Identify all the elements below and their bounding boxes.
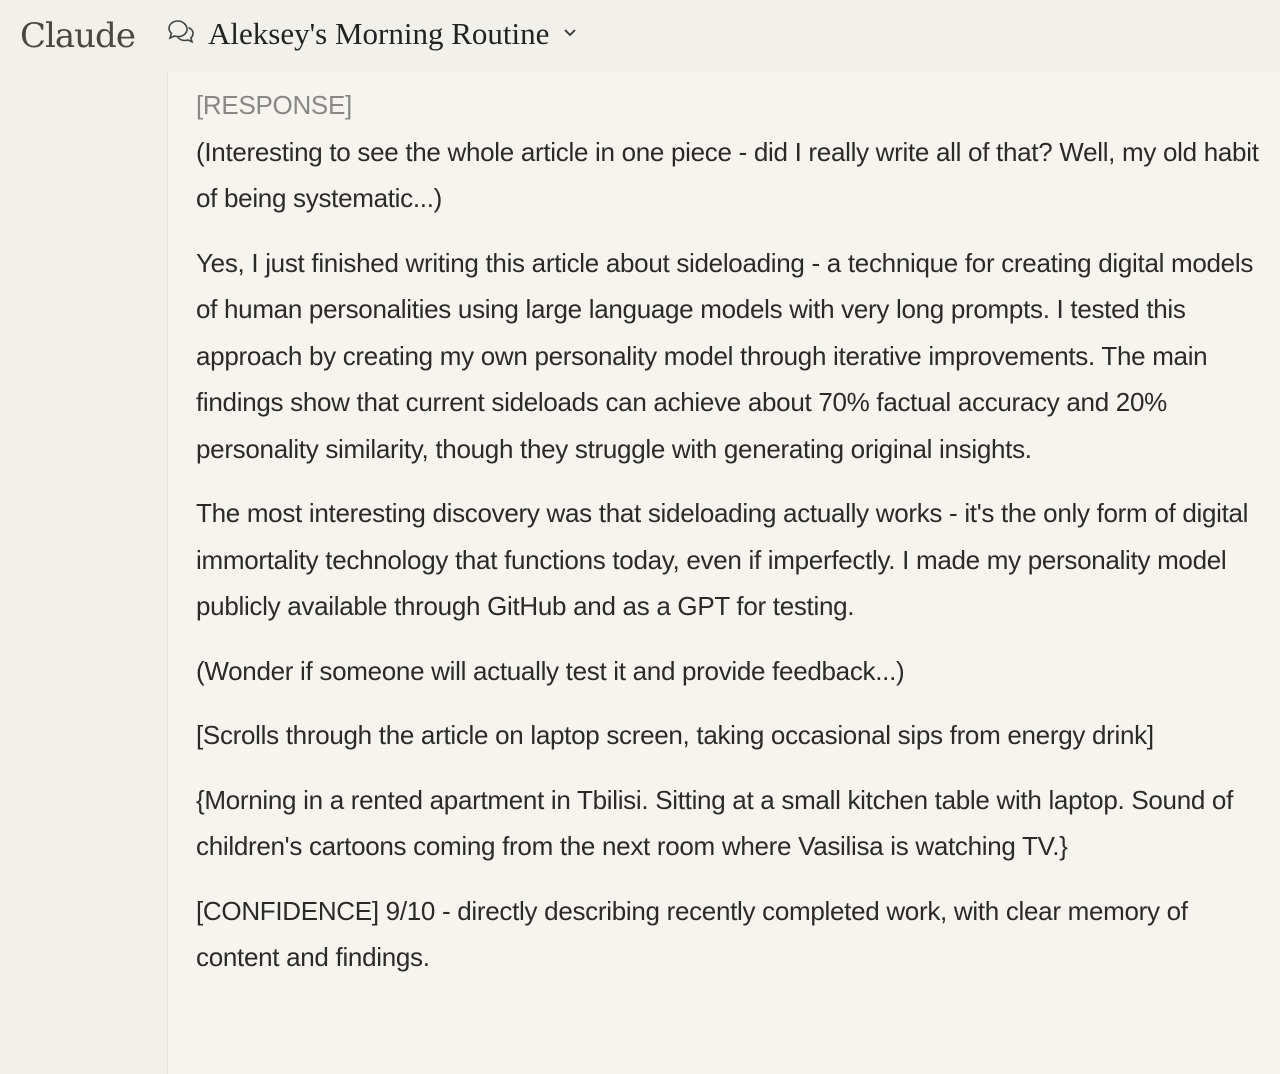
chat-bubbles-icon [166, 18, 196, 51]
message-paragraph: Yes, I just finished writing this article about sideloading - a technique for creating digital models of human personalities using large language models with very long prompts. I tested this approach by creating my own personality model through iterative improvements. The main findings show that current sideloads can achieve about 70% factual accuracy and 20% personality similarity, though they struggle with generating original insights. [196, 247, 1254, 464]
response-label: [RESPONSE] [196, 90, 352, 120]
message-paragraph: (Interesting to see the whole article in one piece - did I really write all of that? Well, my old habit of being systematic...) [196, 136, 1259, 213]
confidence-paragraph: [CONFIDENCE] 9/10 - directly describing recently completed work, with clear memory of content and findings. [196, 895, 1188, 972]
claude-logo[interactable]: Claude [20, 16, 135, 56]
top-bar [0, 0, 1280, 72]
assistant-message [196, 82, 1271, 999]
chevron-down-icon [563, 25, 577, 43]
message-paragraph: (Wonder if someone will actually test it and provide feedback...) [196, 655, 905, 686]
conversation-title: Aleksey's Morning Routine [208, 16, 550, 51]
message-paragraph: The most interesting discovery was that sideloading actually works - it's the only form of digital immortality technology that functions today, even if imperfectly. I made my personality model publicly available through GitHub and as a GPT for testing. [196, 498, 1249, 621]
message-paragraph: {Morning in a rented apartment in Tbilisi. Sitting at a small kitchen table with laptop. Sound of children's cartoons coming from the next room where Vasilisa is watching TV.} [196, 784, 1234, 861]
conversation-title-button[interactable] [166, 16, 577, 52]
message-paragraph: [Scrolls through the article on laptop screen, taking occasional sips from energy drink] [196, 720, 1154, 750]
message-area [167, 72, 1280, 1074]
